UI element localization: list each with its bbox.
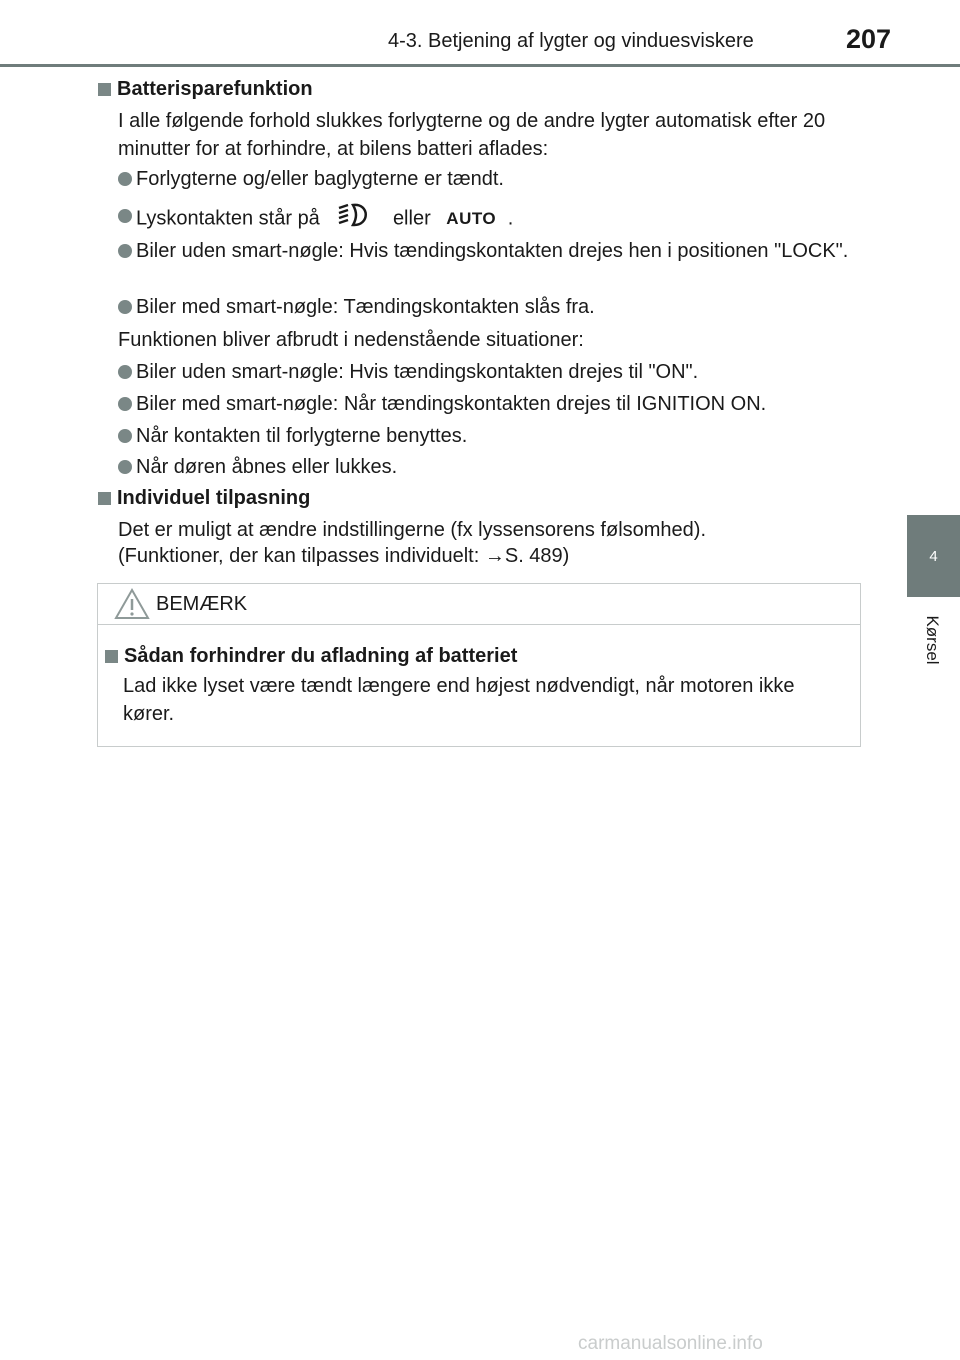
bullet-dot-icon	[118, 365, 132, 379]
chapter-tab-number: 4	[929, 547, 938, 565]
chapter-title: 4-3. Betjening af lygter og vinduesviskere	[388, 30, 754, 52]
watermark: carmanualsonline.info	[578, 1333, 763, 1354]
headlight-icon	[337, 202, 373, 236]
notice-text: Lad ikke lyset være tændt længere end højest nødvendigt, når motoren ikke kører.	[123, 675, 795, 725]
notice-header	[98, 584, 860, 625]
list-item: Biler uden smart-nøgle: Hvis tændingskontakten drejes hen i positionen "LOCK".	[118, 237, 860, 265]
battery-saver-heading: Batterisparefunktion	[98, 78, 313, 101]
notice-box	[97, 583, 861, 747]
customization-line-2: (Funktioner, der kan tilpasses individuelt: →S. 489)	[118, 545, 570, 567]
chapter-tab-label: Kørsel	[923, 615, 942, 665]
warning-triangle-icon	[113, 587, 151, 626]
list-item: Når døren åbnes eller lukkes.	[118, 453, 860, 481]
square-bullet-icon	[105, 650, 118, 663]
bullet-dot-icon	[118, 300, 132, 314]
customization-heading: Individuel tilpasning	[98, 487, 310, 510]
list-item: Forlygterne og/eller baglygterne er tændt.	[118, 165, 860, 193]
list-item: Når kontakten til forlygterne benyttes.	[118, 422, 860, 450]
page-number: 207	[846, 24, 892, 54]
battery-saver-intro: I alle følgende forhold slukkes forlygterne og de andre lygter automatisk efter 20 minutter for at forhindre, at bilens batteri aflades:	[118, 110, 826, 160]
bullet-dot-icon	[118, 429, 132, 443]
square-bullet-icon	[98, 83, 111, 96]
list-item: Lyskontakten står på eller AUTO .	[118, 202, 860, 236]
interrupt-intro: Funktionen bliver afbrudt i nedenstående situationer:	[118, 329, 584, 351]
list-item: Biler uden smart-nøgle: Hvis tændingskontakten drejes til "ON".	[118, 358, 860, 386]
customization-line-1: Det er muligt at ændre indstillingerne (fx lyssensorens følsomhed).	[118, 519, 707, 541]
header-rule	[0, 64, 960, 67]
bullet-dot-icon	[118, 172, 132, 186]
notice-title: BEMÆRK	[156, 593, 248, 615]
list-item: Biler med smart-nøgle: Når tændingskontakten drejes til IGNITION ON.	[118, 390, 860, 418]
notice-subheading: Sådan forhindrer du afladning af batteriet	[105, 645, 517, 668]
auto-icon: AUTO	[446, 209, 497, 228]
square-bullet-icon	[98, 492, 111, 505]
chapter-tab	[907, 515, 960, 597]
bullet-dot-icon	[118, 397, 132, 411]
bullet-dot-icon	[118, 460, 132, 474]
list-item: Biler med smart-nøgle: Tændingskontakten slås fra.	[118, 293, 860, 321]
bullet-dot-icon	[118, 209, 132, 223]
bullet-dot-icon	[118, 244, 132, 258]
